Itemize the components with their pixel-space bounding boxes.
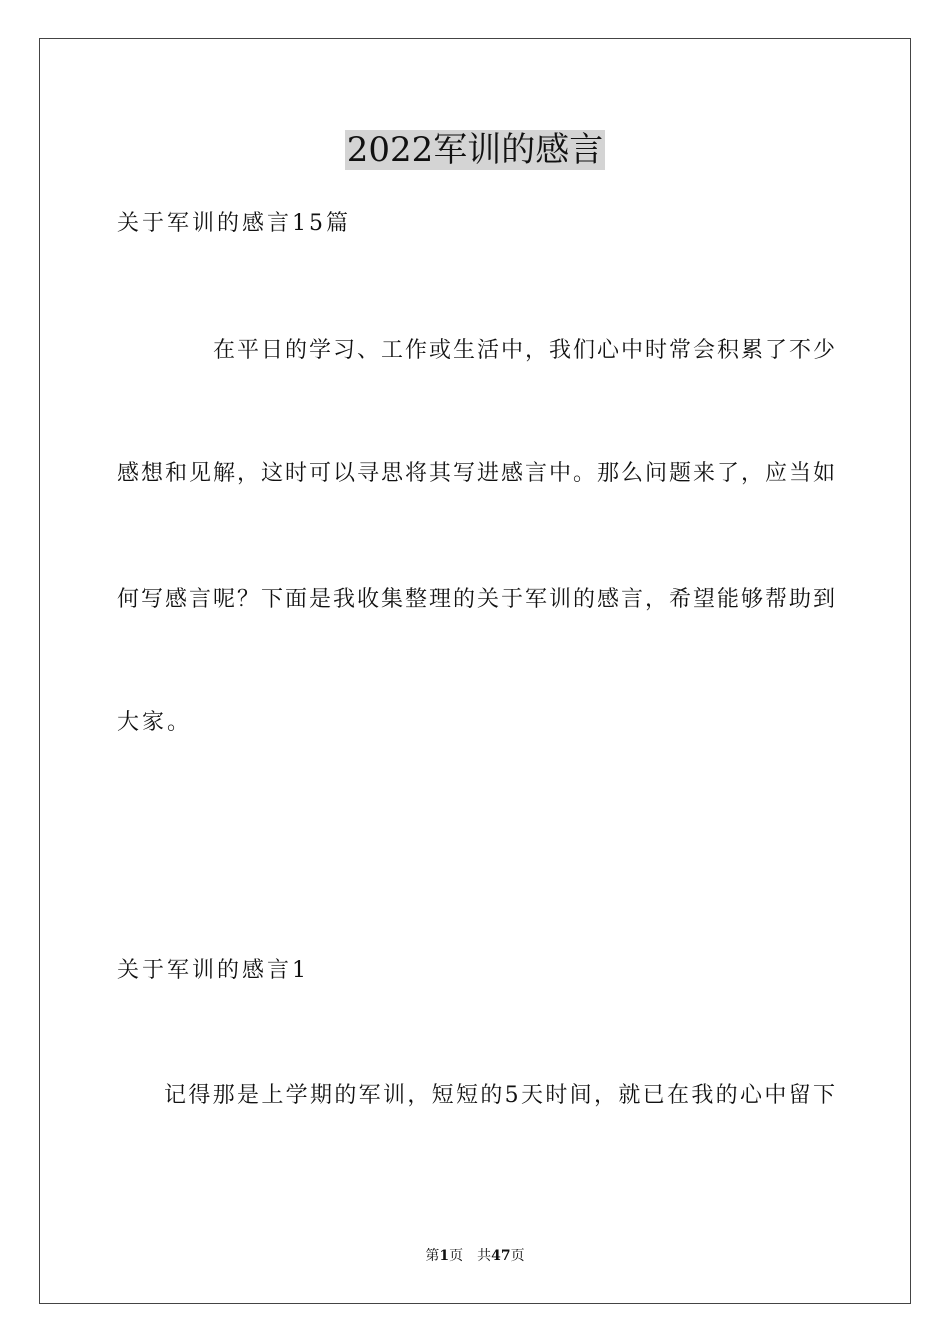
footer-page-mid: 页 共: [449, 1248, 492, 1264]
page-footer: [0, 1246, 950, 1266]
document-title-text: 2022军训的感言: [346, 130, 604, 170]
footer-page-total: 47: [491, 1248, 511, 1264]
footer-page-suffix: 页: [510, 1248, 525, 1264]
intro-line-4: 大家。: [117, 710, 193, 735]
intro-line-1: 在平日的学习、工作或生活中，我们心中时常会积累了不少: [213, 338, 835, 363]
section-1-line-1: 记得那是上学期的军训，短短的5天时间，就已在我的心中留下: [164, 1083, 835, 1108]
intro-line-3: 何写感言呢？下面是我收集整理的关于军训的感言，希望能够帮助到: [117, 587, 835, 612]
document-title: [0, 128, 950, 172]
intro-line-2: 感想和见解，这时可以寻思将其写进感言中。那么问题来了，应当如: [117, 461, 835, 486]
document-subtitle: 关于军训的感言15篇: [117, 211, 351, 236]
footer-page-prefix: 第: [425, 1248, 440, 1264]
section-1-heading: 关于军训的感言1: [117, 958, 309, 983]
footer-page-current: 1: [439, 1248, 450, 1264]
